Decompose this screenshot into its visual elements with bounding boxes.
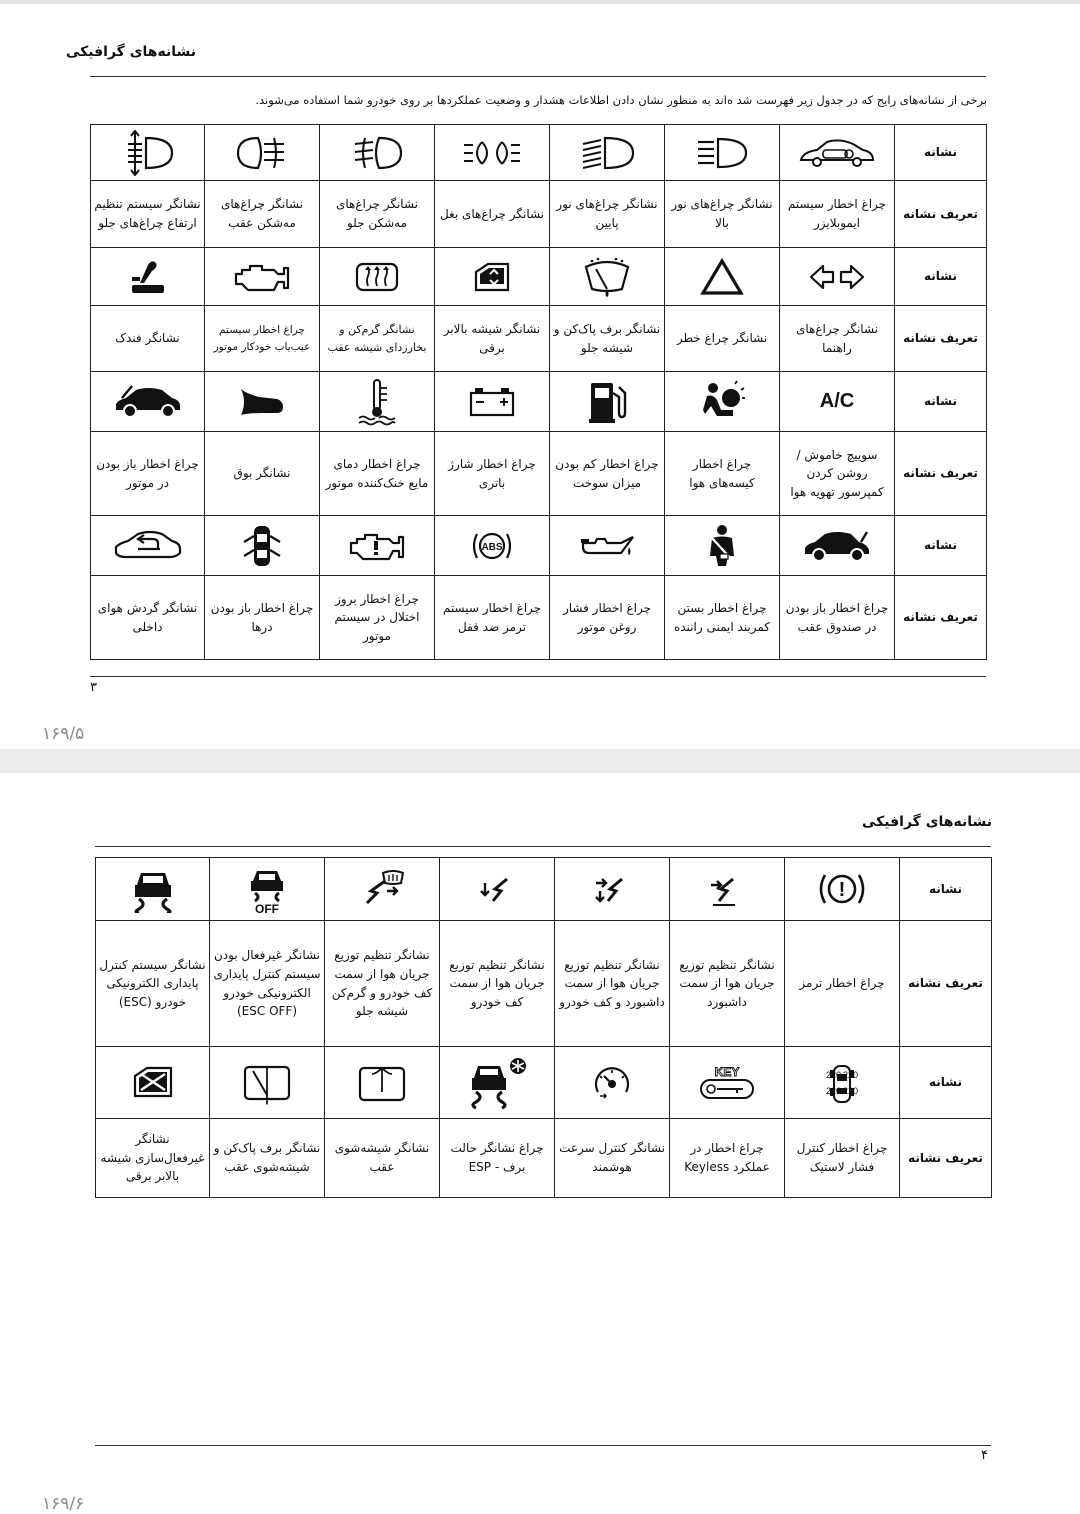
fuel-pump-icon [550, 372, 665, 432]
icon-row [91, 516, 987, 576]
airflow-floor-icon [440, 858, 555, 921]
svg-text:220: 220 [826, 1069, 842, 1080]
definition-cell: نشانگر سیستم کنترل پایداری الکترونیکی خودرو (ESC) [96, 921, 210, 1047]
top-bar [0, 0, 1080, 4]
definition-row [91, 432, 987, 516]
low-beam-icon [550, 125, 665, 181]
cruise-control-icon [555, 1047, 670, 1119]
scan-page-label: ۱۶۹/۶ [42, 1494, 85, 1514]
definition-cell: نشانگر چراغ‌های مه‌شکن عقب [205, 181, 320, 248]
side-lights-icon [435, 125, 550, 181]
engine-fault-icon [320, 516, 435, 576]
svg-text:ABS: ABS [481, 541, 503, 553]
definition-cell: نشانگر گردش هوای داخلی [91, 576, 205, 660]
page-number: ۳ [90, 680, 97, 695]
icon-row [91, 372, 987, 432]
brake-warning-icon [785, 858, 900, 921]
icon-row [96, 1047, 992, 1119]
definition-cell: چراغ اخطار در عملکرد Keyless [670, 1119, 785, 1198]
turn-signal-arrows-icon [780, 248, 895, 306]
definition-cell: نشانگر گرم‌کن و بخارزدای شیشه عقب [320, 306, 435, 372]
definition-cell: چراغ اخطار باز بودن در صندوق عقب [780, 576, 895, 660]
definition-cell: چراغ اخطار شارژ باتری [435, 432, 550, 516]
hood-open-car-icon [91, 372, 205, 432]
esc-off-icon [210, 858, 325, 921]
svg-text:220: 220 [842, 1069, 858, 1080]
row-header-definition: تعریف نشانه [900, 1119, 992, 1198]
abs-icon [435, 516, 550, 576]
page-title: نشانه‌های گرافیکی [65, 44, 196, 60]
definition-cell: نشانگر تنظیم توزیع جریان هوا از سمت داشبورد [670, 921, 785, 1047]
page-number: ۴ [981, 1448, 988, 1463]
page-title: نشانه‌های گرافیکی [861, 814, 992, 830]
definition-cell: چراغ اخطار کنترل فشار لاستیک [785, 1119, 900, 1198]
ignition-key-icon [91, 248, 205, 306]
definition-cell: نشانگر برف پاک‌کن و شیشه جلو [550, 306, 665, 372]
footer-rule [95, 1445, 991, 1446]
definition-cell: چراغ اخطار بستن کمربند ایمنی راننده [665, 576, 780, 660]
definition-cell: نشانگر چراغ خطر [665, 306, 780, 372]
definition-cell: چراغ اخطار ترمز [785, 921, 900, 1047]
definition-cell: چراغ اخطار فشار روغن موتور [550, 576, 665, 660]
footer-rule [90, 676, 986, 677]
definition-cell: نشانگر شیشه‌شوی عقب [325, 1119, 440, 1198]
svg-text:220: 220 [842, 1085, 858, 1096]
definition-cell: چراغ نشانگر حالت برف - ESP [440, 1119, 555, 1198]
definition-cell: چراغ اخطار سیستم ایموبلایزر [780, 181, 895, 248]
page-separator [0, 749, 1080, 773]
row-header-definition: تعریف نشانه [895, 432, 987, 516]
row-header-icon: نشانه [895, 125, 987, 181]
definition-cell: نشانگر کنترل سرعت هوشمند [555, 1119, 670, 1198]
svg-text:!: ! [838, 879, 846, 901]
airbag-icon [665, 372, 780, 432]
rear-wiper-washer-icon [210, 1047, 325, 1119]
svg-text:KEY: KEY [714, 1064, 740, 1079]
oil-pressure-icon [550, 516, 665, 576]
header-rule [95, 846, 991, 847]
recirculation-icon [91, 516, 205, 576]
definition-cell: نشانگر سیستم تنظیم ارتفاع چراغ‌های جلو [91, 181, 205, 248]
hazard-triangle-icon [665, 248, 780, 306]
definition-cell: نشانگر بوق [205, 432, 320, 516]
window-lock-icon [96, 1047, 210, 1119]
row-header-icon: نشانه [895, 248, 987, 306]
door-open-icon [205, 516, 320, 576]
row-header-definition: تعریف نشانه [900, 921, 992, 1047]
definition-cell: نشانگر غیرفعال بودن سیستم کنترل پایداری الکترونیکی خودرو (ESC OFF) [210, 921, 325, 1047]
icon-row [91, 248, 987, 306]
definition-cell: چراغ اخطار کم بودن میزان سوخت [550, 432, 665, 516]
rear-fog-icon [205, 125, 320, 181]
definition-cell: چراغ اخطار باز بودن در موتور [91, 432, 205, 516]
definition-cell: نشانگر چراغ‌های راهنما [780, 306, 895, 372]
engine-check-icon [205, 248, 320, 306]
battery-icon [435, 372, 550, 432]
definition-cell: نشانگر چراغ‌های بغل [435, 181, 550, 248]
definition-cell: نشانگر شیشه بالابر برقی [435, 306, 550, 372]
definition-cell: نشانگر تنظیم توزیع جریان هوا از سمت کف خودرو و گرم‌کن شیشه جلو [325, 921, 440, 1047]
header-rule [90, 76, 986, 77]
symbols-table-2 [95, 857, 992, 1198]
definition-row [96, 1119, 992, 1198]
front-fog-icon [320, 125, 435, 181]
definition-cell: نشانگر تنظیم توزیع جریان هوا از سمت داشبورد و کف خودرو [555, 921, 670, 1047]
row-header-icon: نشانه [895, 516, 987, 576]
row-header-definition: تعریف نشانه [895, 306, 987, 372]
airflow-floor-defrost-icon [325, 858, 440, 921]
definition-cell: نشانگر غیرفعال‌سازی شیشه بالابر برقی [96, 1119, 210, 1198]
esp-snow-icon [440, 1047, 555, 1119]
keyless-key-icon [670, 1047, 785, 1119]
definition-cell: نشانگر چراغ‌های مه‌شکن جلو [320, 181, 435, 248]
trunk-open-car-icon [780, 516, 895, 576]
symbols-table-1 [90, 124, 987, 660]
coolant-temperature-icon [320, 372, 435, 432]
icon-row [96, 858, 992, 921]
definition-row [91, 576, 987, 660]
definition-cell: چراغ اخطار سیستم عیب‌یاب خودکار موتور [205, 306, 320, 372]
definition-row [91, 181, 987, 248]
rear-washer-icon [325, 1047, 440, 1119]
definition-cell: نشانگر چراغ‌های نور پایین [550, 181, 665, 248]
definition-row [91, 306, 987, 372]
definition-row [96, 921, 992, 1047]
front-wiper-washer-icon [550, 248, 665, 306]
esc-icon [96, 858, 210, 921]
definition-cell: نشانگر برف پاک‌کن و شیشه‌شوی عقب [210, 1119, 325, 1198]
row-header-icon: نشانه [900, 1047, 992, 1119]
rear-defrost-icon [320, 248, 435, 306]
definition-cell: نشانگر تنظیم توزیع جریان هوا از سمت کف خودرو [440, 921, 555, 1047]
row-header-icon: نشانه [900, 858, 992, 921]
horn-icon [205, 372, 320, 432]
headlamp-leveling-icon [91, 125, 205, 181]
definition-cell: چراغ اخطار کیسه‌های هوا [665, 432, 780, 516]
row-header-definition: تعریف نشانه [895, 576, 987, 660]
ac-text-icon: A/C [780, 372, 895, 432]
seatbelt-icon [665, 516, 780, 576]
tire-pressure-icon [785, 1047, 900, 1119]
airflow-dash-floor-icon [555, 858, 670, 921]
scan-page-label: ۱۶۹/۵ [42, 724, 85, 744]
immobilizer-key-car-icon [780, 125, 895, 181]
svg-text:OFF: OFF [255, 902, 279, 915]
power-window-icon [435, 248, 550, 306]
svg-text:220: 220 [826, 1085, 842, 1096]
definition-cell: چراغ اخطار باز بودن درها [205, 576, 320, 660]
row-header-icon: نشانه [895, 372, 987, 432]
high-beam-icon [665, 125, 780, 181]
row-header-definition: تعریف نشانه [895, 181, 987, 248]
definition-cell: چراغ اخطار سیستم ترمز ضد قفل [435, 576, 550, 660]
definition-cell: نشانگر چراغ‌های نور بالا [665, 181, 780, 248]
airflow-dashboard-icon [670, 858, 785, 921]
definition-cell: سوییچ خاموش / روشن کردن کمپرسور تهویه هوا [780, 432, 895, 516]
intro-text: برخی از نشانه‌های رایج که در جدول زیر فهرست شد ه‌اند به منظور نشان دادن اطلاعات هشدار و وضعیت عملکردها بر روی خودرو شما استفاده می‌شوند. [255, 93, 987, 107]
definition-cell: نشانگر فندک [91, 306, 205, 372]
definition-cell: چراغ اخطار بروز اختلال در سیستم موتور [320, 576, 435, 660]
icon-row [91, 125, 987, 181]
definition-cell: چراغ اخطار دمای مایع خنک‌کننده موتور [320, 432, 435, 516]
